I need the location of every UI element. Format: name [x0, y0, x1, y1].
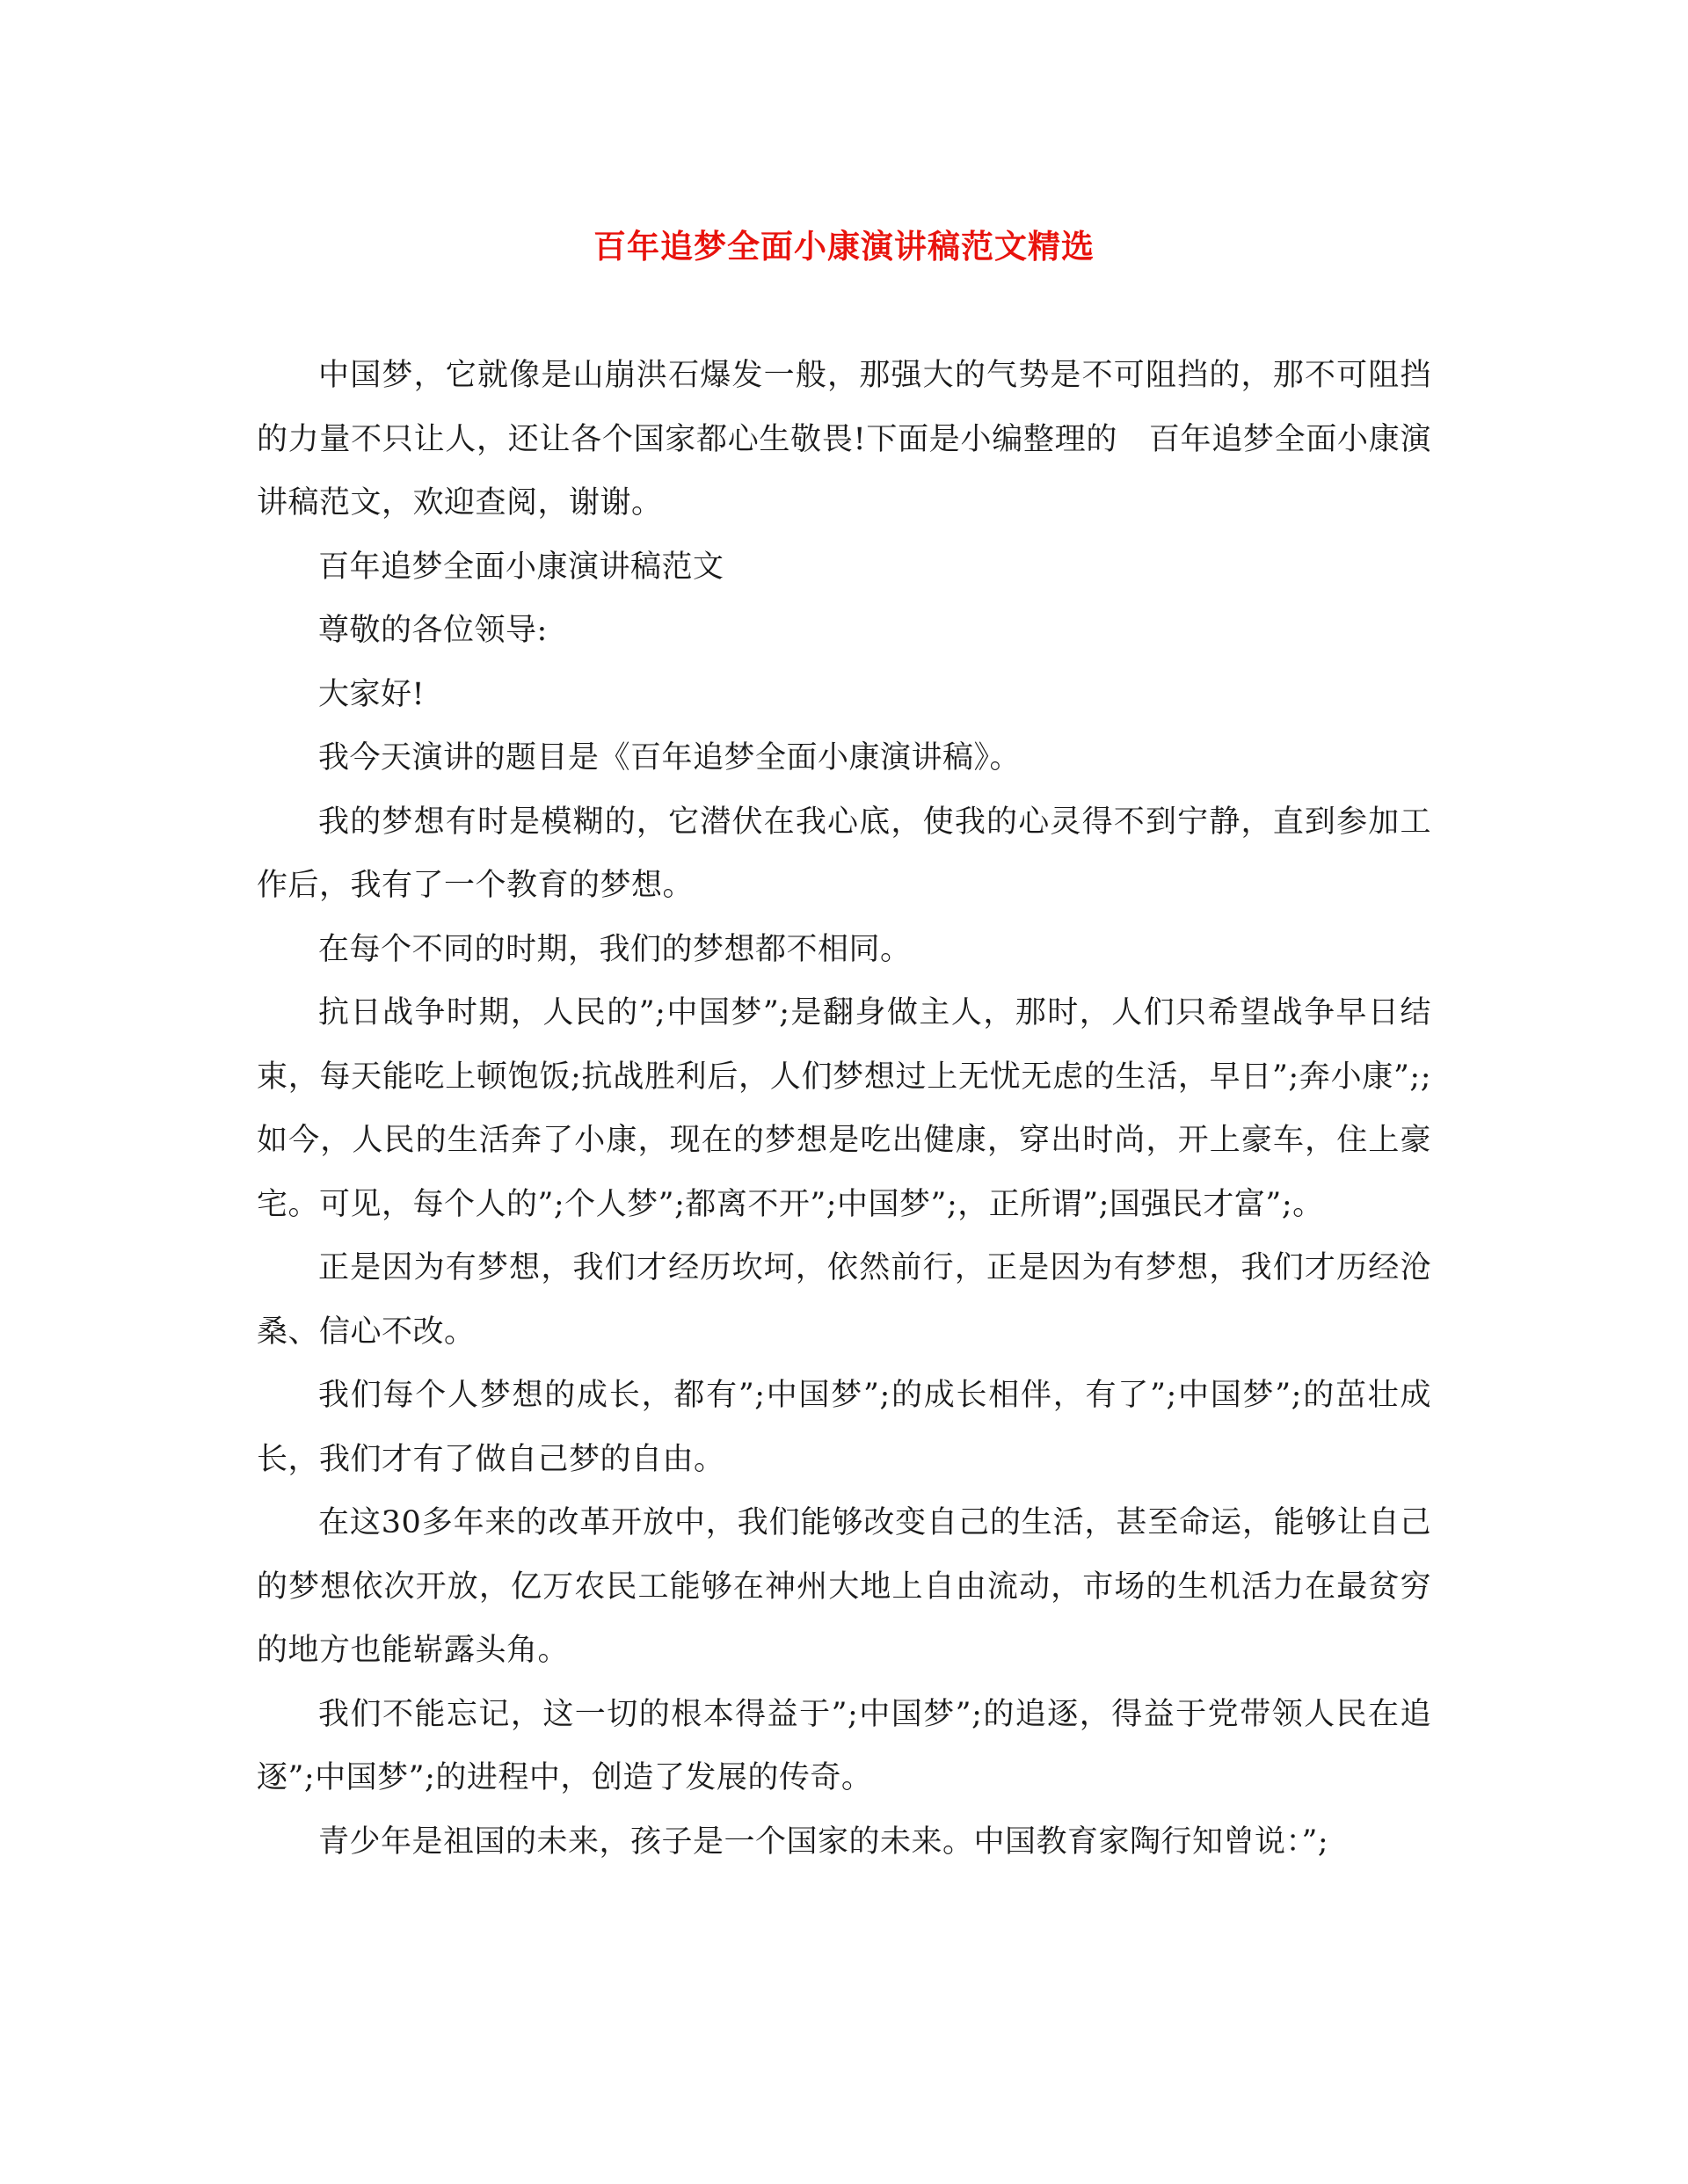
- paragraph-body: 正是因为有梦想，我们才经历坎坷，依然前行，正是因为有梦想，我们才历经沧桑、信心不改。: [257, 1250, 1431, 1350]
- paragraph-subtitle: 百年追梦全面小康演讲稿范文: [318, 549, 724, 585]
- paragraph-intro: 中国梦，它就像是山崩洪石爆发一般，那强大的气势是不可阻挡的，那不可阻挡的力量不只让人，还让各个国家都心生敬畏!下面是小编整理的 百年追梦全面小康演讲稿范文，欢迎查阅，谢谢。: [257, 358, 1431, 521]
- paragraph-body: 我们每个人梦想的成长，都有”;中国梦”;的成长相伴，有了”;中国梦”;的茁壮成长，我们才有了做自己梦的自由。: [257, 1378, 1431, 1477]
- paragraph-body: 青少年是祖国的未来，孩子是一个国家的未来。中国教育家陶行知曾说：”;: [318, 1824, 1329, 1860]
- paragraph-body: 抗日战争时期，人民的”;中国梦”;是翻身做主人，那时，人们只希望战争早日结束，每天能吃上顿饱饭;抗战胜利后，人们梦想过上无忧无虑的生活，早日”;奔小康”;;如今，人民的生活奔了小康，现在的梦想是吃出健康，穿出时尚，开上豪车，住上豪宅。可见，每个人的”;个人梦”;都离不开”;中国梦”;，正所谓”;国强民才富”;。: [257, 995, 1431, 1222]
- document-body: [257, 344, 1431, 1874]
- paragraph-body: 在这30多年来的改革开放中，我们能够改变自己的生活，甚至命运，能够让自己的梦想依次开放，亿万农民工能够在神州大地上自由流动，市场的生机活力在最贫穷的地方也能崭露头角。: [257, 1505, 1431, 1668]
- paragraph-greeting: 大家好!: [318, 676, 426, 712]
- paragraph-body: 我们不能忘记，这一切的根本得益于”;中国梦”;的追逐，得益于党带领人民在追逐”;中国梦”;的进程中，创造了发展的传奇。: [257, 1696, 1431, 1795]
- paragraph-body: 我的梦想有时是模糊的，它潜伏在我心底，使我的心灵得不到宁静，直到参加工作后，我有了一个教育的梦想。: [257, 804, 1431, 903]
- paragraph-salutation: 尊敬的各位领导:: [318, 613, 548, 648]
- document-title: 百年追梦全面小康演讲稿范文精选: [593, 227, 1095, 266]
- paragraph-topic: 我今天演讲的题目是《百年追梦全面小康演讲稿》。: [318, 740, 1022, 775]
- paragraph-body: 在每个不同的时期，我们的梦想都不相同。: [318, 931, 912, 967]
